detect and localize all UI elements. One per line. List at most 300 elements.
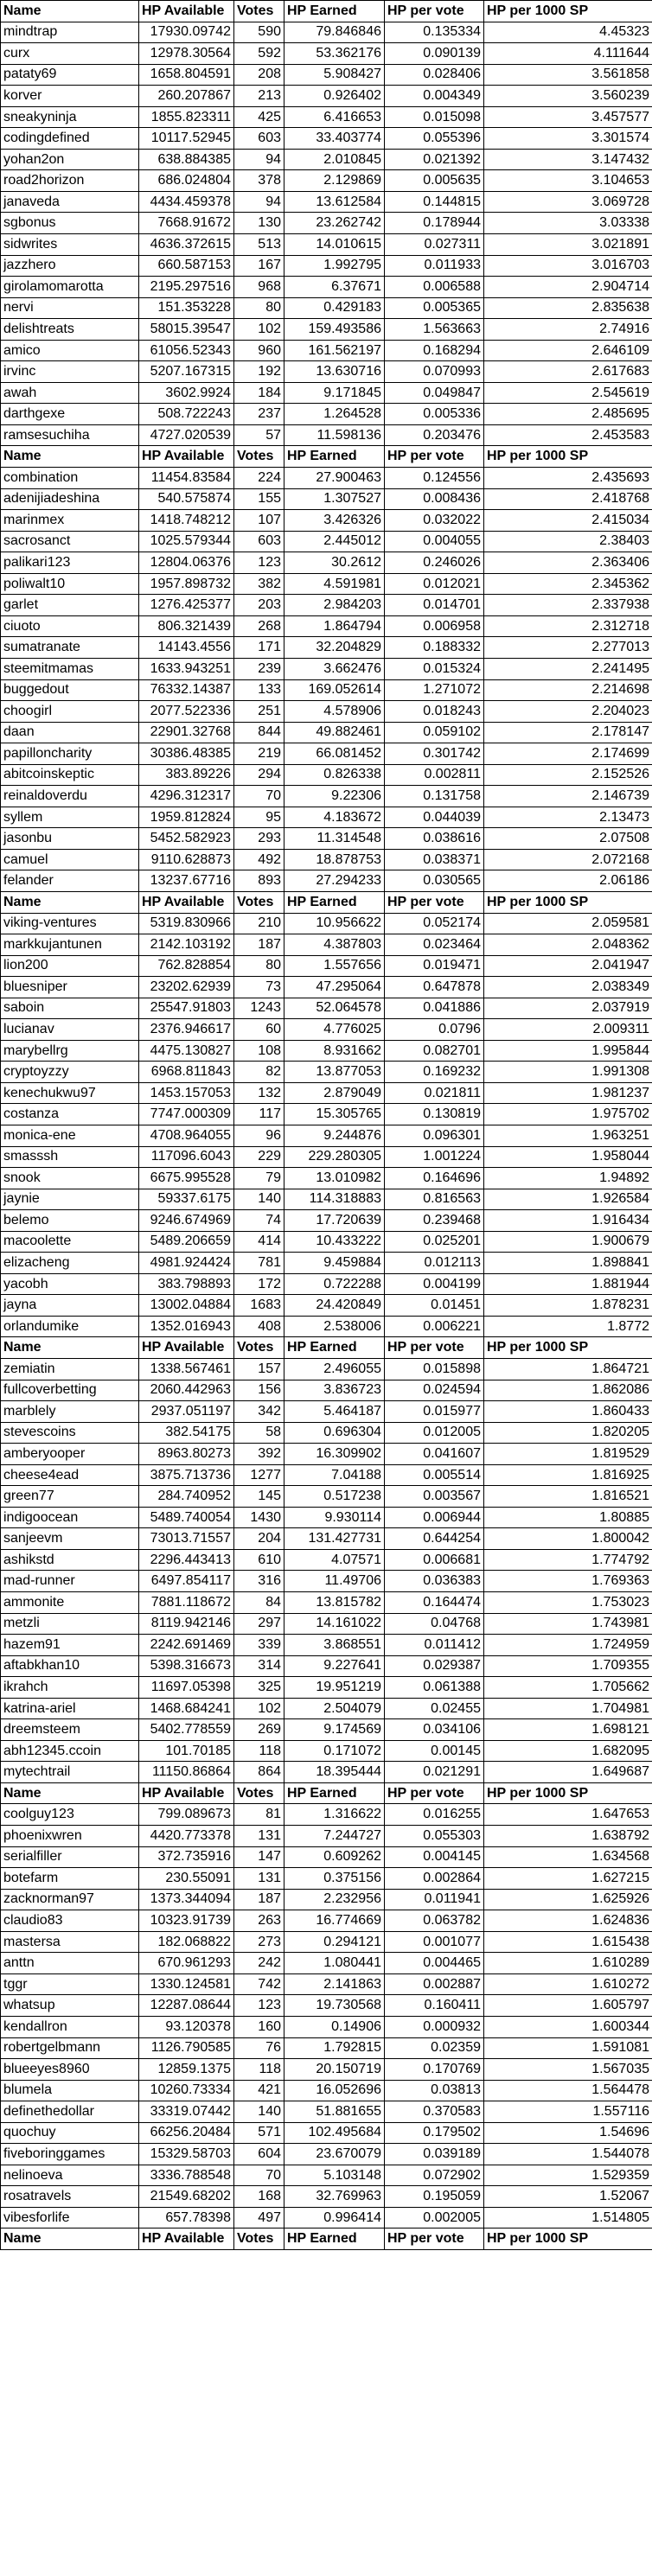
votes-cell: 203: [234, 595, 284, 616]
name-cell: whatsup: [1, 1995, 139, 2017]
column-header-hp-per-1000-sp: HP per 1000 SP: [484, 446, 652, 468]
table-row: [1, 595, 652, 616]
header-row: [1, 891, 652, 913]
hp-per-1000-sp-cell: 1.816925: [484, 1464, 652, 1486]
votes-cell: 604: [234, 2144, 284, 2165]
hp-available-cell: 30386.48385: [139, 743, 234, 765]
hp-per-1000-sp-cell: 1.774792: [484, 1549, 652, 1571]
hp-per-vote-cell: 0.006221: [385, 1316, 484, 1337]
hp-earned-cell: 0.517238: [284, 1486, 385, 1508]
table-row: [1, 1973, 652, 1995]
table-row: [1, 870, 652, 892]
votes-cell: 237: [234, 404, 284, 425]
hp-earned-cell: 11.598136: [284, 424, 385, 446]
hp-per-1000-sp-cell: 1.634568: [484, 1846, 652, 1868]
hp-earned-cell: 49.882461: [284, 722, 385, 743]
column-header-votes: Votes: [234, 2228, 284, 2250]
table-row: [1, 340, 652, 361]
hp-per-vote-cell: 0.072902: [385, 2165, 484, 2186]
table-row: [1, 786, 652, 807]
hp-earned-cell: 32.204829: [284, 637, 385, 659]
table-row: [1, 1804, 652, 1826]
votes-cell: 187: [234, 934, 284, 956]
hp-earned-cell: 2.010845: [284, 149, 385, 170]
hp-per-vote-cell: 0.034106: [385, 1719, 484, 1741]
table-row: [1, 637, 652, 659]
hp-per-1000-sp-cell: 1.8772: [484, 1316, 652, 1337]
votes-cell: 425: [234, 106, 284, 128]
table-row: [1, 913, 652, 934]
name-cell: sgbonus: [1, 213, 139, 234]
hp-per-1000-sp-cell: 1.600344: [484, 2016, 652, 2037]
table-row: [1, 2016, 652, 2037]
hp-per-vote-cell: 0.096301: [385, 1125, 484, 1146]
hp-available-cell: 2142.103192: [139, 934, 234, 956]
name-cell: yohan2on: [1, 149, 139, 170]
hp-per-vote-cell: 0.049847: [385, 382, 484, 404]
hp-per-1000-sp-cell: 2.204023: [484, 701, 652, 723]
votes-cell: 325: [234, 1677, 284, 1699]
hp-earned-cell: 13.877053: [284, 1062, 385, 1083]
hp-earned-cell: 2.141863: [284, 1973, 385, 1995]
votes-cell: 590: [234, 22, 284, 43]
hp-earned-cell: 23.670079: [284, 2144, 385, 2165]
votes-cell: 1683: [234, 1295, 284, 1317]
hp-per-1000-sp-cell: 1.591081: [484, 2037, 652, 2059]
hp-available-cell: 5319.830966: [139, 913, 234, 934]
name-cell: orlandumike: [1, 1316, 139, 1337]
hp-per-vote-cell: 0.059102: [385, 722, 484, 743]
name-cell: jazzhero: [1, 255, 139, 277]
hp-per-vote-cell: 0.021291: [385, 1762, 484, 1783]
hp-earned-cell: 17.720639: [284, 1210, 385, 1232]
table-row: [1, 1316, 652, 1337]
hp-earned-cell: 13.010982: [284, 1168, 385, 1189]
name-cell: dreemsteem: [1, 1719, 139, 1741]
column-header-hp-earned: HP Earned: [284, 446, 385, 468]
hp-earned-cell: 0.696304: [284, 1422, 385, 1444]
name-cell: sacrosanct: [1, 531, 139, 552]
votes-cell: 81: [234, 1804, 284, 1826]
hp-available-cell: 76332.14387: [139, 679, 234, 701]
hp-per-vote-cell: 0.052174: [385, 913, 484, 934]
votes-cell: 167: [234, 255, 284, 277]
hp-per-vote-cell: 0.061388: [385, 1677, 484, 1699]
table-row: [1, 807, 652, 828]
hp-per-vote-cell: 0.005514: [385, 1464, 484, 1486]
hp-earned-cell: 131.427731: [284, 1528, 385, 1550]
name-cell: belemo: [1, 1210, 139, 1232]
column-header-hp-per-1000-sp: HP per 1000 SP: [484, 2228, 652, 2250]
column-header-votes: Votes: [234, 891, 284, 913]
hp-earned-cell: 0.722288: [284, 1273, 385, 1295]
hp-per-1000-sp-cell: 2.037919: [484, 998, 652, 1019]
hp-per-1000-sp-cell: 2.337938: [484, 595, 652, 616]
hp-earned-cell: 27.900463: [284, 468, 385, 489]
votes-cell: 70: [234, 2165, 284, 2186]
table-row: [1, 191, 652, 213]
votes-cell: 414: [234, 1231, 284, 1253]
table-row: [1, 488, 652, 510]
hp-available-cell: 686.024804: [139, 170, 234, 192]
votes-cell: 893: [234, 870, 284, 892]
hp-per-1000-sp-cell: 1.743981: [484, 1613, 652, 1635]
column-header-name: Name: [1, 1, 139, 22]
name-cell: anttn: [1, 1953, 139, 1974]
name-cell: choogirl: [1, 701, 139, 723]
hp-available-cell: 1330.124581: [139, 1973, 234, 1995]
hp-earned-cell: 79.846846: [284, 22, 385, 43]
hp-per-vote-cell: 0.021392: [385, 149, 484, 170]
table-row: [1, 977, 652, 998]
column-header-votes: Votes: [234, 1337, 284, 1359]
name-cell: darthgexe: [1, 404, 139, 425]
name-cell: poliwalt10: [1, 573, 139, 595]
hp-earned-cell: 23.262742: [284, 213, 385, 234]
hp-available-cell: 540.575874: [139, 488, 234, 510]
hp-earned-cell: 229.280305: [284, 1146, 385, 1168]
hp-per-vote-cell: 0.006944: [385, 1507, 484, 1528]
hp-per-vote-cell: 0.130819: [385, 1104, 484, 1125]
hp-per-1000-sp-cell: 1.900679: [484, 1231, 652, 1253]
hp-earned-cell: 18.878753: [284, 849, 385, 870]
table-row: [1, 2165, 652, 2186]
column-header-name: Name: [1, 446, 139, 468]
hp-available-cell: 23202.62939: [139, 977, 234, 998]
name-cell: combination: [1, 468, 139, 489]
votes-cell: 421: [234, 2080, 284, 2101]
name-cell: yacobh: [1, 1273, 139, 1295]
hp-available-cell: 8963.80273: [139, 1444, 234, 1465]
hp-per-1000-sp-cell: 2.485695: [484, 404, 652, 425]
column-header-hp-per-vote: HP per vote: [385, 1337, 484, 1359]
votes-cell: 571: [234, 2122, 284, 2144]
hp-per-vote-cell: 0.011933: [385, 255, 484, 277]
votes-cell: 80: [234, 297, 284, 319]
votes-cell: 229: [234, 1146, 284, 1168]
hp-per-vote-cell: 0.090139: [385, 43, 484, 65]
votes-cell: 107: [234, 510, 284, 532]
name-cell: abitcoinskeptic: [1, 764, 139, 786]
name-cell: marinmex: [1, 510, 139, 532]
hp-per-1000-sp-cell: 2.435693: [484, 468, 652, 489]
header-row: [1, 446, 652, 468]
hp-earned-cell: 114.318883: [284, 1189, 385, 1210]
hp-earned-cell: 0.826338: [284, 764, 385, 786]
hp-earned-cell: 3.836723: [284, 1380, 385, 1401]
hp-earned-cell: 0.926402: [284, 86, 385, 107]
table-row: [1, 297, 652, 319]
hp-available-cell: 15329.58703: [139, 2144, 234, 2165]
name-cell: markkujantunen: [1, 934, 139, 956]
hp-per-1000-sp-cell: 1.698121: [484, 1719, 652, 1741]
votes-cell: 339: [234, 1635, 284, 1656]
hp-earned-cell: 8.931662: [284, 1040, 385, 1062]
name-cell: rosatravels: [1, 2186, 139, 2208]
hp-per-vote-cell: 0.164696: [385, 1168, 484, 1189]
hp-per-vote-cell: 0.131758: [385, 786, 484, 807]
hp-per-1000-sp-cell: 1.898841: [484, 1253, 652, 1274]
hp-per-1000-sp-cell: 1.94892: [484, 1168, 652, 1189]
hp-per-vote-cell: 0.168294: [385, 340, 484, 361]
votes-cell: 132: [234, 1082, 284, 1104]
name-cell: marybellrg: [1, 1040, 139, 1062]
hp-available-cell: 2242.691469: [139, 1635, 234, 1656]
table-row: [1, 64, 652, 86]
hp-earned-cell: 14.010615: [284, 234, 385, 256]
hp-per-1000-sp-cell: 1.724959: [484, 1635, 652, 1656]
hp-per-vote-cell: 0.005365: [385, 297, 484, 319]
hp-per-vote-cell: 0.00145: [385, 1740, 484, 1762]
hp-per-vote-cell: 0.006958: [385, 615, 484, 637]
hp-earned-cell: 51.881655: [284, 2101, 385, 2123]
name-cell: curx: [1, 43, 139, 65]
hp-per-1000-sp-cell: 3.03338: [484, 213, 652, 234]
hp-available-cell: 3336.788548: [139, 2165, 234, 2186]
hp-available-cell: 182.068822: [139, 1931, 234, 1953]
votes-cell: 187: [234, 1889, 284, 1910]
hp-per-1000-sp-cell: 3.561858: [484, 64, 652, 86]
hp-per-1000-sp-cell: 1.557116: [484, 2101, 652, 2123]
hp-per-1000-sp-cell: 3.560239: [484, 86, 652, 107]
hp-per-vote-cell: 0.239468: [385, 1210, 484, 1232]
column-header-hp-available: HP Available: [139, 1, 234, 22]
hp-available-cell: 383.89226: [139, 764, 234, 786]
name-cell: ammonite: [1, 1592, 139, 1614]
votes-cell: 94: [234, 191, 284, 213]
hp-per-vote-cell: 0.02359: [385, 2037, 484, 2059]
hp-available-cell: 12287.08644: [139, 1995, 234, 2017]
table-row: [1, 1125, 652, 1146]
table-row: [1, 701, 652, 723]
hp-per-vote-cell: 0.063782: [385, 1910, 484, 1932]
hp-per-1000-sp-cell: 2.214698: [484, 679, 652, 701]
votes-cell: 382: [234, 573, 284, 595]
table-row: [1, 722, 652, 743]
table-row: [1, 1104, 652, 1125]
hp-available-cell: 799.089673: [139, 1804, 234, 1826]
hp-per-1000-sp-cell: 1.564478: [484, 2080, 652, 2101]
hp-per-vote-cell: 0.012005: [385, 1422, 484, 1444]
hp-earned-cell: 4.183672: [284, 807, 385, 828]
column-header-name: Name: [1, 1782, 139, 1804]
table-row: [1, 1549, 652, 1571]
hp-per-vote-cell: 0.011412: [385, 1635, 484, 1656]
hp-available-cell: 670.961293: [139, 1953, 234, 1974]
hp-available-cell: 5398.316673: [139, 1655, 234, 1677]
votes-cell: 864: [234, 1762, 284, 1783]
hp-per-1000-sp-cell: 1.567035: [484, 2059, 652, 2081]
table-row: [1, 615, 652, 637]
hp-per-vote-cell: 0.004145: [385, 1846, 484, 1868]
hp-available-cell: 4727.020539: [139, 424, 234, 446]
table-row: [1, 1698, 652, 1719]
table-row: [1, 1273, 652, 1295]
hp-per-1000-sp-cell: 1.52067: [484, 2186, 652, 2208]
hp-per-1000-sp-cell: 3.104653: [484, 170, 652, 192]
hp-per-1000-sp-cell: 2.453583: [484, 424, 652, 446]
hp-available-cell: 2077.522336: [139, 701, 234, 723]
table-row: [1, 510, 652, 532]
table-row: [1, 1528, 652, 1550]
hp-earned-cell: 1.080441: [284, 1953, 385, 1974]
hp-per-1000-sp-cell: 1.610289: [484, 1953, 652, 1974]
table-row: [1, 2101, 652, 2123]
table-row: [1, 468, 652, 489]
name-cell: pataty69: [1, 64, 139, 86]
hp-earned-cell: 13.630716: [284, 361, 385, 383]
votes-cell: 742: [234, 1973, 284, 1995]
hp-per-1000-sp-cell: 1.605797: [484, 1995, 652, 2017]
hp-earned-cell: 9.930114: [284, 1507, 385, 1528]
hp-earned-cell: 14.161022: [284, 1613, 385, 1635]
hp-per-1000-sp-cell: 1.864721: [484, 1359, 652, 1380]
table-row: [1, 361, 652, 383]
hp-available-cell: 14143.4556: [139, 637, 234, 659]
votes-cell: 117: [234, 1104, 284, 1125]
hp-per-1000-sp-cell: 2.146739: [484, 786, 652, 807]
hp-per-vote-cell: 0.144815: [385, 191, 484, 213]
name-cell: korver: [1, 86, 139, 107]
name-cell: kenechukwu97: [1, 1082, 139, 1104]
hp-available-cell: 25547.91803: [139, 998, 234, 1019]
hp-available-cell: 4475.130827: [139, 1040, 234, 1062]
hp-per-vote-cell: 0.021811: [385, 1082, 484, 1104]
column-header-hp-available: HP Available: [139, 1782, 234, 1804]
table-row: [1, 1762, 652, 1783]
name-cell: snook: [1, 1168, 139, 1189]
votes-cell: 73: [234, 977, 284, 998]
table-row: [1, 1168, 652, 1189]
name-cell: vibesforlife: [1, 2207, 139, 2228]
hp-per-1000-sp-cell: 2.038349: [484, 977, 652, 998]
table-row: [1, 1677, 652, 1699]
hp-per-1000-sp-cell: 2.835638: [484, 297, 652, 319]
votes-cell: 294: [234, 764, 284, 786]
hp-per-vote-cell: 0.164474: [385, 1592, 484, 1614]
hp-available-cell: 11697.05398: [139, 1677, 234, 1699]
name-cell: monica-ene: [1, 1125, 139, 1146]
hp-earned-cell: 32.769963: [284, 2186, 385, 2208]
votes-cell: 102: [234, 319, 284, 341]
hp-per-1000-sp-cell: 2.617683: [484, 361, 652, 383]
table-row: [1, 1062, 652, 1083]
hp-earned-cell: 7.244727: [284, 1826, 385, 1847]
column-header-name: Name: [1, 2228, 139, 2250]
hp-per-vote-cell: 0.816563: [385, 1189, 484, 1210]
hp-per-1000-sp-cell: 2.041947: [484, 955, 652, 977]
hp-per-1000-sp-cell: 3.069728: [484, 191, 652, 213]
hp-earned-cell: 4.591981: [284, 573, 385, 595]
votes-cell: 204: [234, 1528, 284, 1550]
hp-available-cell: 11150.86864: [139, 1762, 234, 1783]
column-header-hp-earned: HP Earned: [284, 1782, 385, 1804]
votes-cell: 79: [234, 1168, 284, 1189]
name-cell: palikari123: [1, 552, 139, 574]
votes-cell: 82: [234, 1062, 284, 1083]
hp-per-vote-cell: 0.082701: [385, 1040, 484, 1062]
hp-per-1000-sp-cell: 4.111644: [484, 43, 652, 65]
votes-cell: 513: [234, 234, 284, 256]
votes-cell: 118: [234, 1740, 284, 1762]
hp-earned-cell: 0.609262: [284, 1846, 385, 1868]
hp-per-1000-sp-cell: 3.016703: [484, 255, 652, 277]
votes-cell: 70: [234, 786, 284, 807]
table-row: [1, 1953, 652, 1974]
hp-per-vote-cell: 0.301742: [385, 743, 484, 765]
hp-available-cell: 93.120378: [139, 2016, 234, 2037]
hp-per-vote-cell: 0.000932: [385, 2016, 484, 2037]
column-header-hp-per-1000-sp: HP per 1000 SP: [484, 1337, 652, 1359]
hp-earned-cell: 27.294233: [284, 870, 385, 892]
hp-available-cell: 4981.924424: [139, 1253, 234, 1274]
table-row: [1, 828, 652, 850]
hp-per-1000-sp-cell: 2.418768: [484, 488, 652, 510]
name-cell: sidwrites: [1, 234, 139, 256]
table-row: [1, 998, 652, 1019]
name-cell: codingdefined: [1, 128, 139, 150]
name-cell: zemiatin: [1, 1359, 139, 1380]
name-cell: lion200: [1, 955, 139, 977]
name-cell: ikrahch: [1, 1677, 139, 1699]
hp-per-1000-sp-cell: 2.415034: [484, 510, 652, 532]
hp-earned-cell: 11.314548: [284, 828, 385, 850]
hp-available-cell: 7881.118672: [139, 1592, 234, 1614]
table-row: [1, 1401, 652, 1423]
hp-available-cell: 806.321439: [139, 615, 234, 637]
name-cell: adenijiadeshina: [1, 488, 139, 510]
hp-per-vote-cell: 0.070993: [385, 361, 484, 383]
table-row: [1, 1231, 652, 1253]
votes-cell: 392: [234, 1444, 284, 1465]
votes-cell: 96: [234, 1125, 284, 1146]
table-row: [1, 1295, 652, 1317]
name-cell: girolamomarotta: [1, 277, 139, 298]
table-row: [1, 1082, 652, 1104]
name-cell: daan: [1, 722, 139, 743]
hp-earned-cell: 0.171072: [284, 1740, 385, 1762]
table-row: [1, 1464, 652, 1486]
name-cell: nelinoeva: [1, 2165, 139, 2186]
hp-available-cell: 1855.823311: [139, 106, 234, 128]
hp-per-1000-sp-cell: 1.769363: [484, 1571, 652, 1592]
hp-per-1000-sp-cell: 1.627215: [484, 1868, 652, 1890]
hp-per-1000-sp-cell: 2.345362: [484, 573, 652, 595]
name-cell: botefarm: [1, 1868, 139, 1890]
votes-cell: 314: [234, 1655, 284, 1677]
column-header-hp-per-vote: HP per vote: [385, 446, 484, 468]
hp-per-1000-sp-cell: 1.615438: [484, 1931, 652, 1953]
hp-earned-cell: 5.103148: [284, 2165, 385, 2186]
hp-per-1000-sp-cell: 1.878231: [484, 1295, 652, 1317]
table-row: [1, 2144, 652, 2165]
hp-available-cell: 4708.964055: [139, 1125, 234, 1146]
column-header-hp-per-1000-sp: HP per 1000 SP: [484, 1, 652, 22]
table-row: [1, 2186, 652, 2208]
hp-per-vote-cell: 0.011941: [385, 1889, 484, 1910]
hp-available-cell: 4636.372615: [139, 234, 234, 256]
hp-available-cell: 22901.32768: [139, 722, 234, 743]
table-row: [1, 1889, 652, 1910]
table-row: [1, 1253, 652, 1274]
hp-available-cell: 1959.812824: [139, 807, 234, 828]
hp-per-vote-cell: 0.179502: [385, 2122, 484, 2144]
table-row: [1, 2037, 652, 2059]
hp-earned-cell: 9.227641: [284, 1655, 385, 1677]
header-row: [1, 2228, 652, 2250]
name-cell: smasssh: [1, 1146, 139, 1168]
hp-earned-cell: 7.04188: [284, 1464, 385, 1486]
